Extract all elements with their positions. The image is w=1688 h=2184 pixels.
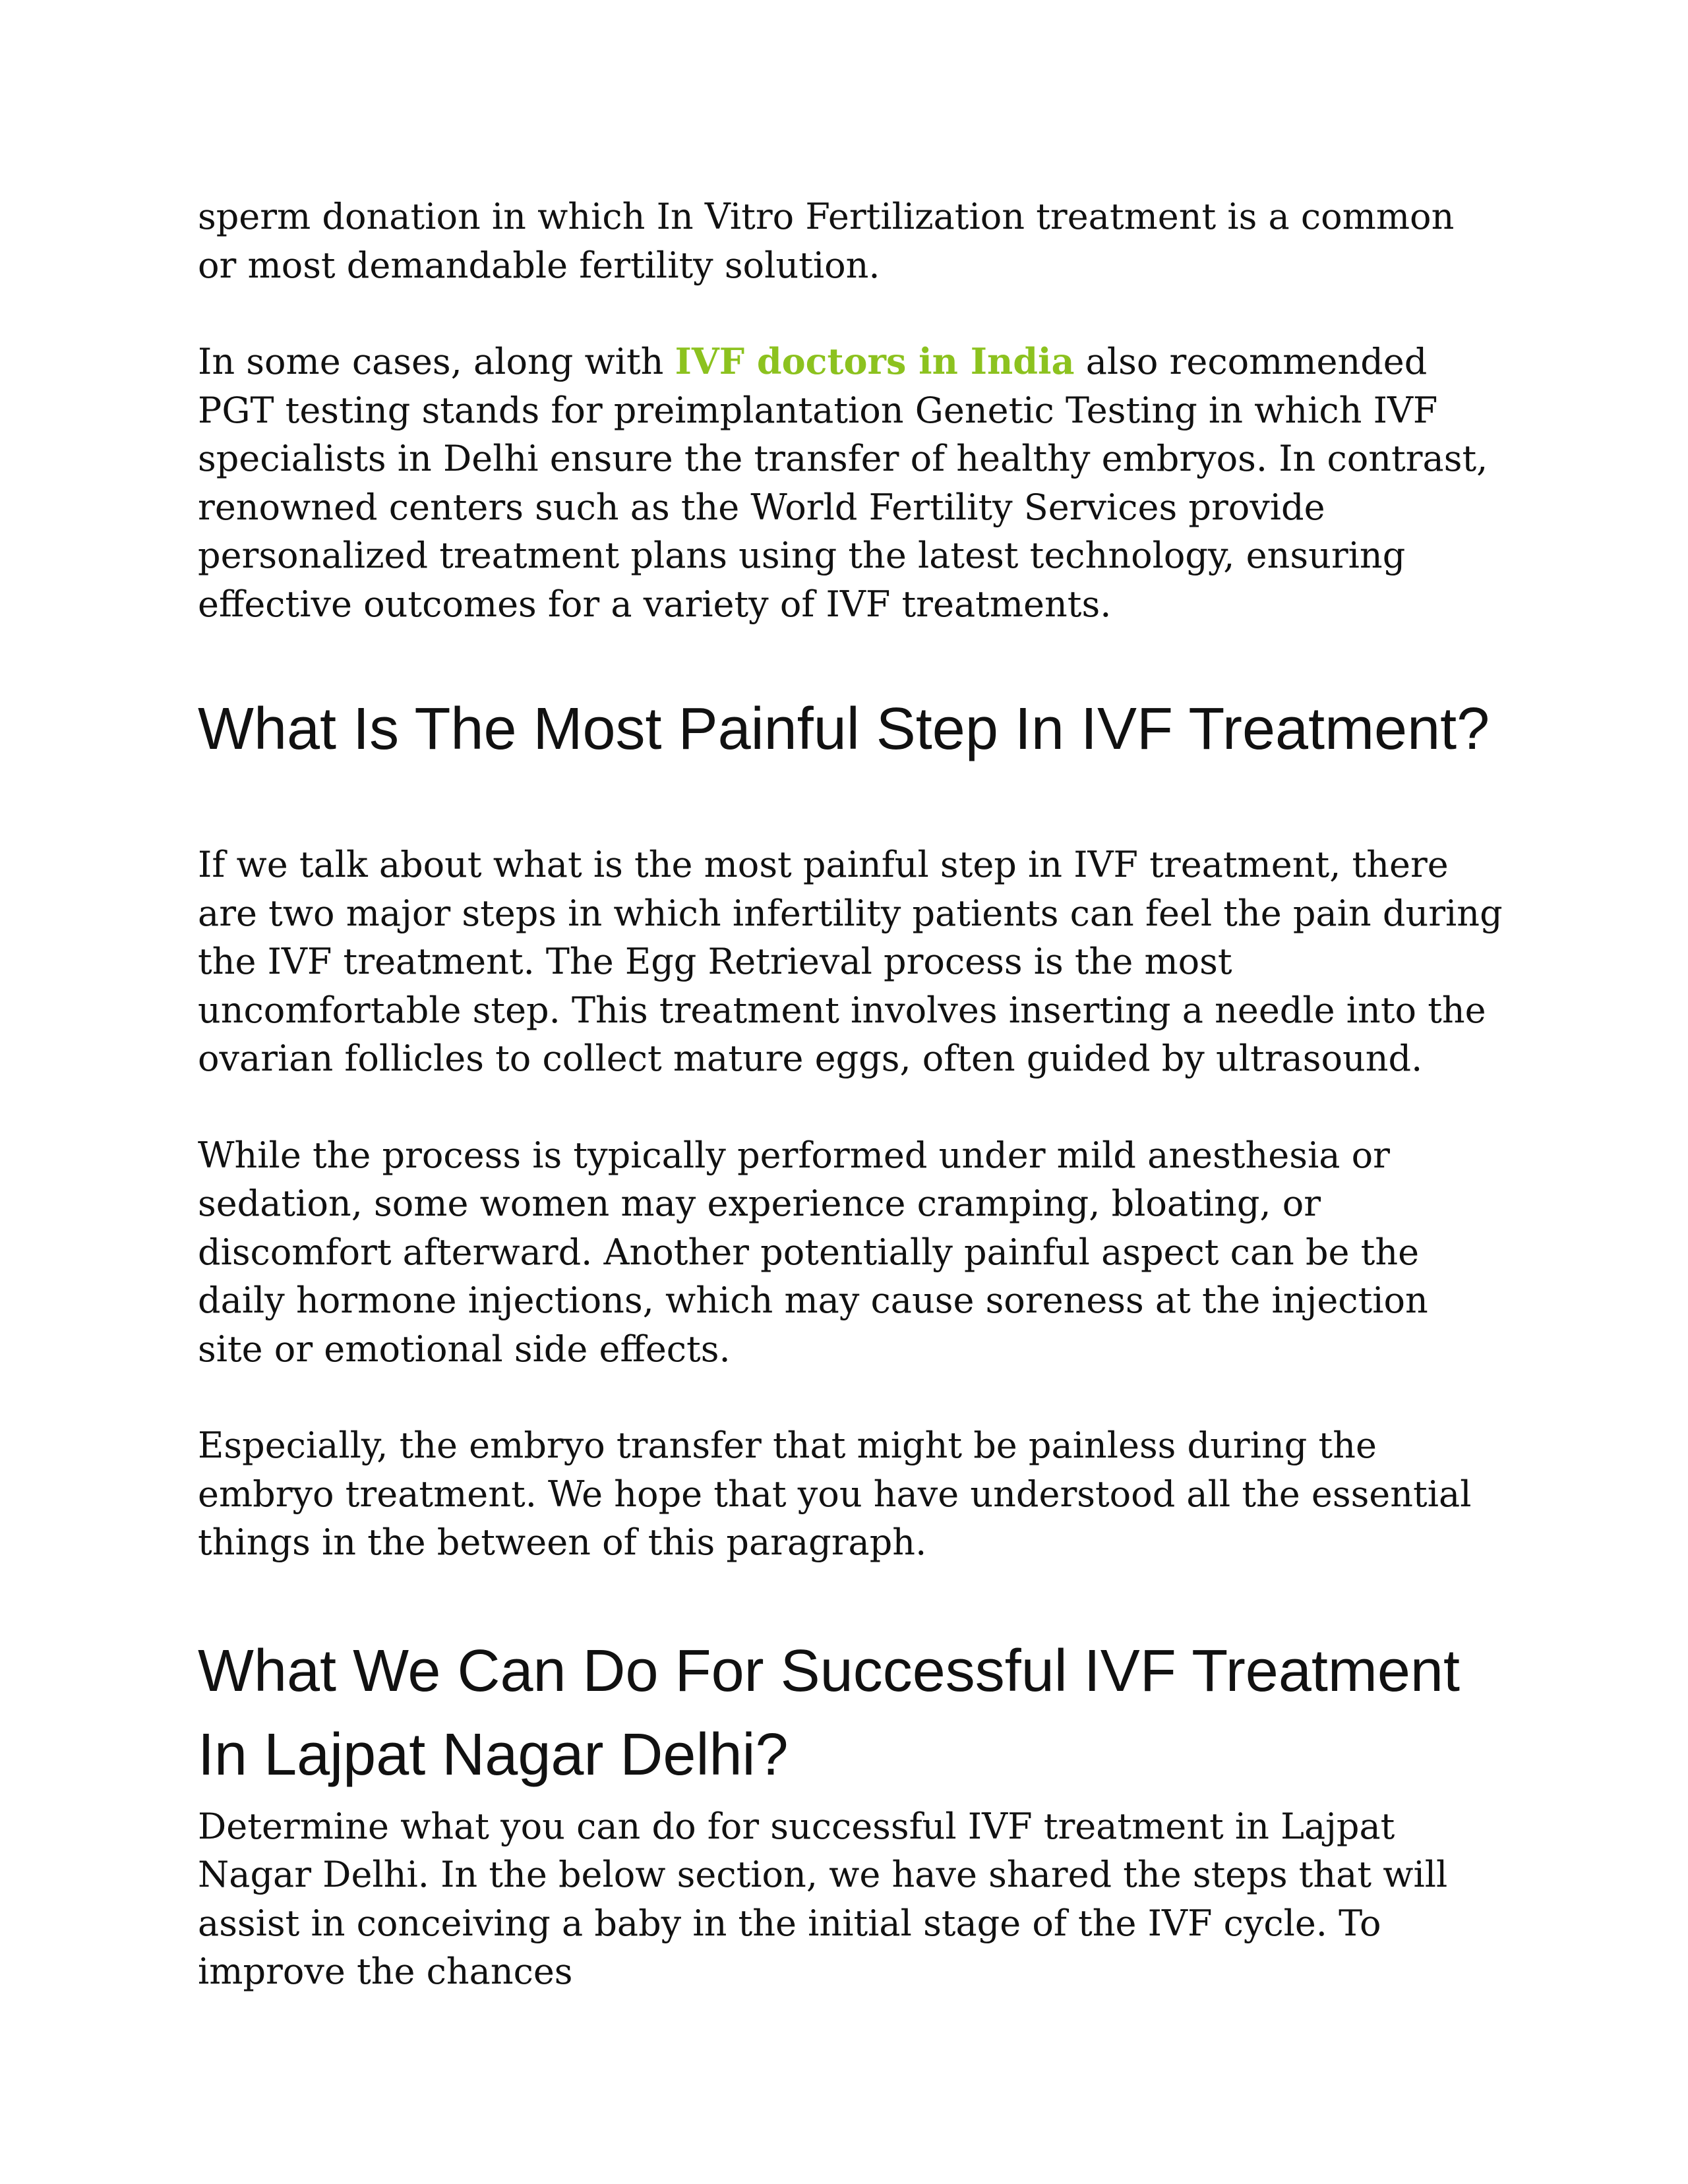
heading-most-painful-step: What Is The Most Painful Step In IVF Treatment? bbox=[198, 696, 1490, 762]
paragraph-anesthesia: While the process is typically performed under mild anesthesia or sedation, some women may experience cramping, bloating, or discomfort afterward. Another potentially painful aspect can be the daily hormone injections, which may cause soreness at the injection site or emotional side effects. bbox=[198, 1134, 1428, 1370]
document-body bbox=[198, 192, 1503, 1996]
paragraph-sperm-donation: sperm donation in which In Vitro Fertilization treatment is a common or most demandable fertility solution. bbox=[198, 196, 1455, 286]
paragraph-successful-ivf-steps: Determine what you can do for successful IVF treatment in Lajpat Nagar Delhi. In the below section, we have shared the steps that will assist in conceiving a baby in the initial stage of the IVF cycle. To improve the chances bbox=[198, 1805, 1448, 1992]
paragraph-pgt-testing bbox=[198, 338, 1503, 628]
paragraph-embryo-transfer: Especially, the embryo transfer that might be painless during the embryo treatment. We hope that you have understood all the essential things in the between of this paragraph. bbox=[198, 1425, 1472, 1563]
heading-successful-ivf: What We Can Do For Successful IVF Treatment In Lajpat Nagar Delhi? bbox=[198, 1638, 1460, 1788]
paragraph-egg-retrieval: If we talk about what is the most painful step in IVF treatment, there are two major steps in which infertility patients can feel the pain during the IVF treatment. The Egg Retrieval process is the most uncomfortable step. This treatment involves inserting a needle into the ovarian follicles to collect mature eggs, often guided by ultrasound. bbox=[198, 844, 1503, 1079]
paragraph-pgt-body-text: also recommended PGT testing stands for preimplantation Genetic Testing in which IVF specialists in Delhi ensure the transfer of healthy embryos. In contrast, renowned centers such as the World Fertility Services provide personalized treatment plans using the latest technology, ensuring effective outcomes for a variety of IVF treatments. bbox=[198, 341, 1488, 625]
ivf-doctors-india-link[interactable]: IVF doctors in India bbox=[675, 340, 1075, 382]
paragraph-pgt-intro-text: In some cases, along with bbox=[198, 341, 675, 382]
